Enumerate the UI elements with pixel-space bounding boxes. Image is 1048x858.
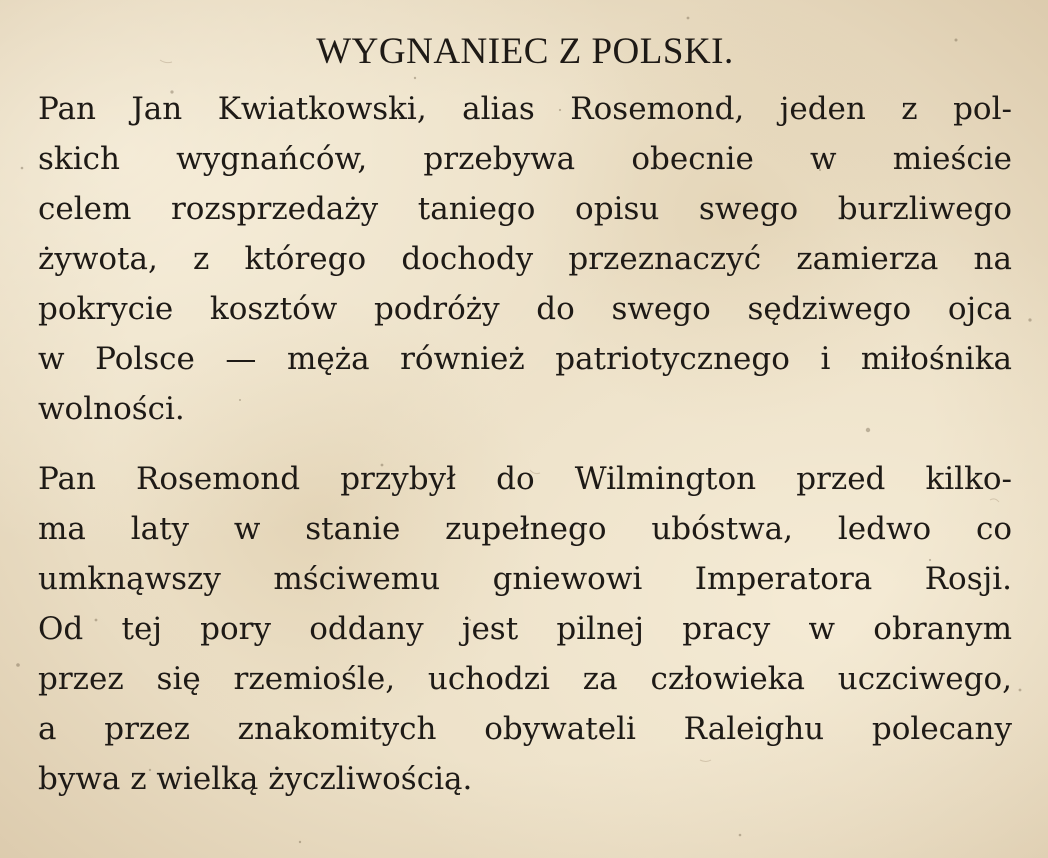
document-title: WYGNANIEC Z POLSKI. — [316, 31, 734, 72]
text-line: Pan Jan Kwiatkowski, alias Rosemond, jeden z pol- — [38, 91, 1012, 127]
text-line: bywa z wielką życzliwością. — [38, 761, 473, 797]
text-line: żywota, z którego dochody przeznaczyć zamierza na — [38, 241, 1012, 277]
text-line: Od tej pory oddany jest pilnej pracy w obranym — [38, 611, 1012, 647]
text-line: pokrycie kosztów podróży do swego sędziwego ojca — [38, 291, 1012, 327]
text-line: a przez znakomitych obywateli Raleighu polecany — [38, 711, 1012, 747]
paragraph-2 — [38, 454, 1012, 804]
text-line: w Polsce — męża również patriotycznego i miłośnika — [38, 341, 1012, 377]
text-line: skich wygnańców, przebywa obecnie w mieście — [38, 141, 1012, 177]
text-line: umknąwszy mściwemu gniewowi Imperatora Rosji. — [38, 561, 1012, 597]
text-line: wolności. — [38, 391, 185, 427]
text-line: ma laty w stanie zupełnego ubóstwa, ledwo co — [38, 511, 1012, 547]
text-line: przez się rzemiośle, uchodzi za człowieka uczciwego, — [38, 661, 1012, 697]
text-line: celem rozsprzedaży taniego opisu swego burzliwego — [38, 191, 1012, 227]
paragraph-1 — [38, 84, 1012, 434]
document-page — [38, 28, 1012, 804]
text-line: Pan Rosemond przybył do Wilmington przed kilko- — [38, 461, 1012, 497]
